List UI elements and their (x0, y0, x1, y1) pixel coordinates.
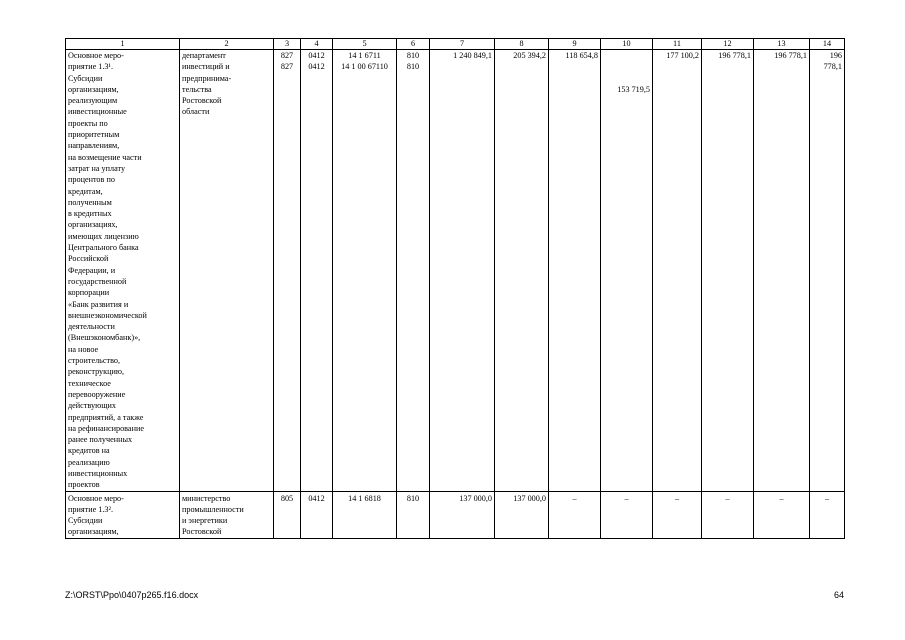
cell-value (601, 50, 653, 492)
text-line: промышленности (182, 504, 244, 514)
footer-file-path: Z:\ORST\Ppo\0407p265.f16.docx (65, 590, 199, 600)
text-line: и энергетики (182, 516, 228, 526)
text-line: приоритетным (68, 130, 120, 140)
text-line: 827 (280, 51, 294, 60)
cell-value: 137 000,0 (495, 491, 549, 538)
text-line: инвестиционные (68, 107, 127, 117)
text-line: 810 (406, 62, 420, 72)
text-line: полученным (68, 197, 112, 207)
cell-csr (333, 50, 397, 492)
cell-value: – (601, 491, 653, 538)
text-line: Ростовской (182, 96, 222, 106)
text-line: предпринима- (182, 73, 232, 83)
text-line: на новое (68, 344, 99, 354)
measure-description (66, 50, 180, 492)
text-line: департамент (182, 51, 226, 60)
text-line: в кредитных (68, 209, 112, 219)
text-line: корпорации (68, 288, 110, 298)
text-line: 810 (406, 51, 420, 60)
text-line: техническое (68, 378, 111, 388)
text-line: имеющих лицензию (68, 231, 139, 241)
text-line: Основное меро- (68, 493, 124, 503)
cell-value: – (653, 491, 702, 538)
cell-vr: 810 (397, 491, 430, 538)
text-line: организациям, (68, 527, 119, 537)
column-header: 13 (754, 39, 810, 50)
column-header: 10 (601, 39, 653, 50)
text-line: действующих (68, 401, 116, 411)
cell-vr (397, 50, 430, 492)
text-line: направлениям, (68, 141, 120, 151)
text-line: кредитам, (68, 186, 103, 196)
budget-table (65, 38, 845, 539)
text-line: затрат на уплату (68, 163, 126, 173)
text-line: перевооружение (68, 389, 126, 399)
text-line: внешнеэкономической (68, 310, 147, 320)
text-line: приятие 1.3². (68, 504, 113, 514)
text-line: на возмещение части (68, 152, 142, 162)
text-line: реализующим (68, 96, 118, 106)
cell-grbs: 805 (274, 491, 301, 538)
text-line: (Внешэкономбанк)», (68, 333, 141, 343)
text-line: предприятий, а также (68, 412, 144, 422)
column-header: 6 (397, 39, 430, 50)
cell-rzpr: 0412 (301, 491, 333, 538)
text-line: Центрального банка (68, 243, 139, 253)
text-line: 827 (280, 62, 294, 72)
cell-csr: 14 1 6818 (333, 491, 397, 538)
column-header: 3 (274, 39, 301, 50)
column-header: 11 (653, 39, 702, 50)
cell-value: 196 778,1 (702, 50, 754, 492)
responsible-executor (180, 491, 274, 538)
cell-value: 196 778,1 (754, 50, 810, 492)
cell-value: 177 100,2 (653, 50, 702, 492)
cell-value-text: 153 719,5 (617, 85, 650, 94)
text-line: инвестиционных (68, 468, 128, 478)
text-line: области (182, 107, 210, 117)
cell-value: 118 654,8 (549, 50, 601, 492)
text-line: Ростовской (182, 527, 222, 537)
cell-rzpr (301, 50, 333, 492)
text-line: кредитов на (68, 446, 110, 456)
table-row (66, 50, 845, 492)
text-line: 14 1 00 67110 (341, 62, 388, 72)
text-line: министерство (182, 493, 231, 503)
page-number: 64 (833, 590, 844, 600)
cell-total: 1 240 849,1 (430, 50, 495, 492)
text-line: на рефинансирование (68, 423, 144, 433)
responsible-executor (180, 50, 274, 492)
text-line: Основное меро- (68, 51, 124, 60)
column-header: 8 (495, 39, 549, 50)
text-line: организациях, (68, 220, 118, 230)
cell-value: 196 778,1 (810, 50, 845, 492)
text-line: реконструкцию, (68, 367, 125, 377)
text-line: 14 1 6711 (348, 51, 381, 60)
column-header: 4 (301, 39, 333, 50)
cell-value: – (702, 491, 754, 538)
text-line: реализацию (68, 457, 110, 467)
text-line: Федерации, и (68, 265, 116, 275)
text-line: Российской (68, 254, 109, 264)
cell-value: – (549, 491, 601, 538)
column-header: 9 (549, 39, 601, 50)
cell-value: – (754, 491, 810, 538)
table-row (66, 491, 845, 538)
measure-description (66, 491, 180, 538)
column-header: 5 (333, 39, 397, 50)
text-line: Субсидии (68, 73, 103, 83)
text-line: приятие 1.3¹. (68, 62, 113, 72)
header-row (66, 39, 845, 50)
text-line: процентов по (68, 175, 115, 185)
text-line: государственной (68, 276, 127, 286)
text-line: организациям, (68, 84, 119, 94)
column-header: 1 (66, 39, 180, 50)
text-line: ранее полученных (68, 435, 133, 445)
column-header: 2 (180, 39, 274, 50)
text-line: строительство, (68, 356, 121, 366)
column-header: 7 (430, 39, 495, 50)
text-line: Субсидии (68, 516, 103, 526)
cell-value: 205 394,2 (495, 50, 549, 492)
cell-total: 137 000,0 (430, 491, 495, 538)
column-header: 14 (810, 39, 845, 50)
text-line: деятельности (68, 322, 115, 332)
text-line: «Банк развития и (68, 299, 129, 309)
cell-value: – (810, 491, 845, 538)
text-line: 0412 (308, 62, 325, 72)
column-header: 12 (702, 39, 754, 50)
text-line: 0412 (308, 51, 325, 60)
text-line: проекты по (68, 118, 108, 128)
text-line: инвестиций и (182, 62, 230, 72)
text-line: тельства (182, 84, 212, 94)
text-line: проектов (68, 480, 100, 490)
cell-grbs (274, 50, 301, 492)
